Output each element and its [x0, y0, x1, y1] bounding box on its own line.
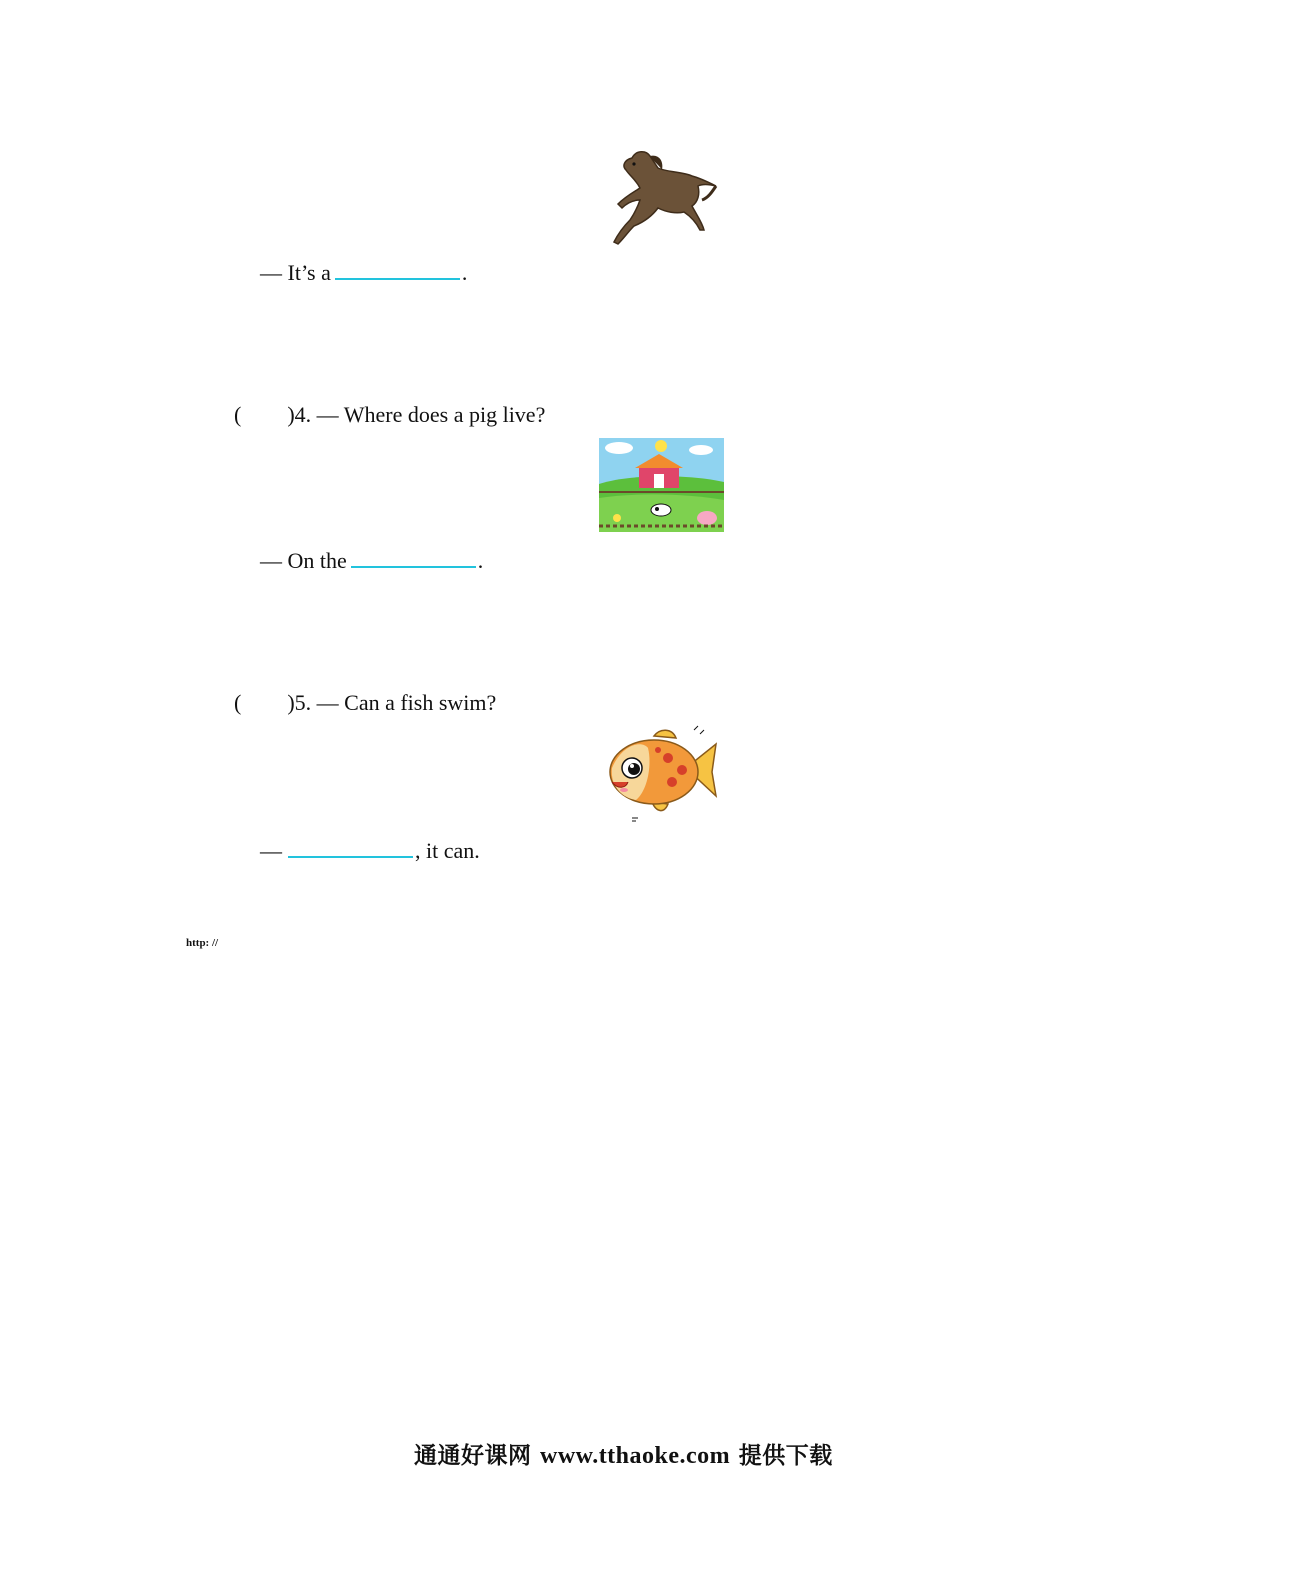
- q4-number: )4.: [287, 402, 312, 427]
- q5-number: )5.: [287, 690, 312, 715]
- footer-site-name: 通通好课网: [414, 1443, 532, 1469]
- q3-answer-line: [260, 258, 467, 286]
- q3-answer-prefix: — It’s a: [260, 260, 331, 285]
- q5-answer-line: [260, 836, 480, 864]
- fish-icon: [602, 724, 722, 824]
- q5-open-paren: (: [234, 690, 242, 715]
- q5-answer-suffix: , it can.: [415, 838, 480, 863]
- q4-open-paren: (: [234, 402, 242, 427]
- q3-answer-blank[interactable]: [335, 258, 460, 280]
- q4-answer-blank[interactable]: [351, 546, 476, 568]
- q4-answer-prefix: — On the: [260, 548, 347, 573]
- q4-question-line: [234, 402, 545, 428]
- fish-picture: [602, 724, 722, 824]
- footer-download-text: 提供下载: [738, 1443, 833, 1469]
- horse-icon: [604, 148, 720, 246]
- farm-icon: [599, 438, 724, 532]
- farm-picture: [599, 438, 724, 532]
- q4-answer-line: [260, 546, 483, 574]
- horse-picture: [604, 148, 720, 246]
- stray-url-text: http: //: [186, 937, 219, 949]
- q3-answer-suffix: .: [461, 260, 468, 285]
- footer-url-link[interactable]: www.tthaoke.com: [540, 1443, 731, 1469]
- q5-question-text: — Can a fish swim?: [316, 690, 497, 715]
- q5-answer-prefix: —: [260, 838, 282, 863]
- q5-question-line: [234, 690, 496, 716]
- q4-question-text: — Where does a pig live?: [316, 402, 546, 427]
- q4-answer-suffix: .: [477, 548, 484, 573]
- q5-answer-blank[interactable]: [288, 836, 413, 858]
- footer-banner: [414, 1437, 833, 1470]
